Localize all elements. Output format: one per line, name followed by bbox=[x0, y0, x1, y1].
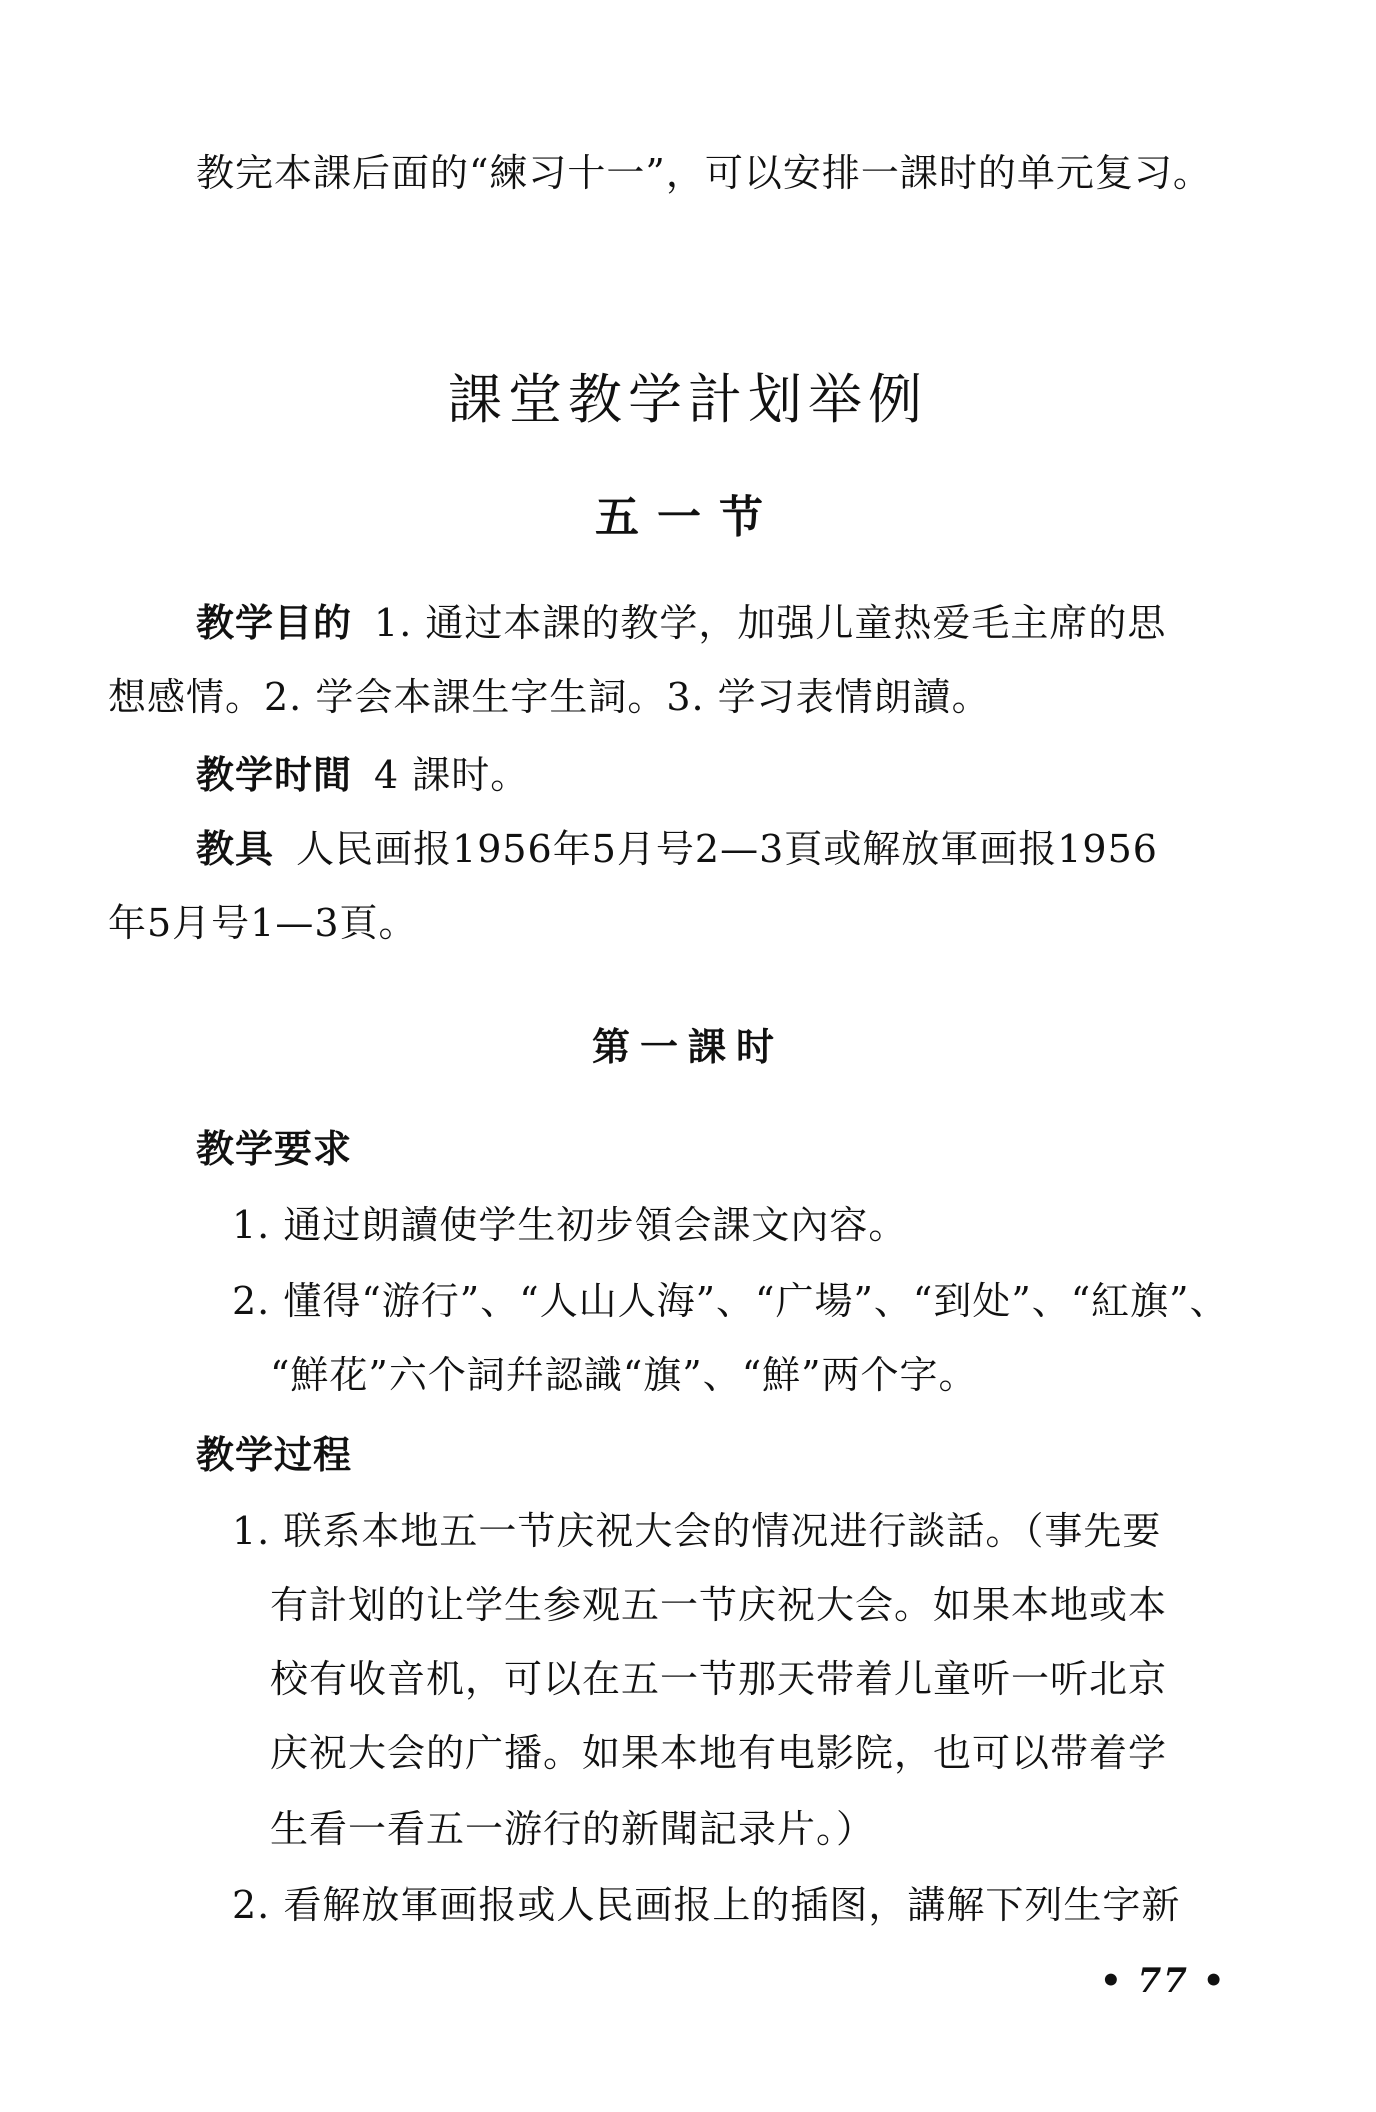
time-label: 教学时間 bbox=[196, 753, 353, 797]
goal-label: 教学目的 bbox=[196, 601, 353, 645]
lesson-heading: 第一課时 bbox=[591, 1025, 784, 1069]
requirement-item-2-line-2: “鮮花”六个詞幷認識“旗”、“鮮”两个字。 bbox=[270, 1353, 978, 1397]
page-number: • 77 • bbox=[1100, 1961, 1227, 2001]
goal-text-1: 1. 通过本課的教学，加强儿童热爱毛主席的思 bbox=[374, 601, 1167, 645]
requirement-item-2-line-1: 2. 懂得“游行”、“人山人海”、“广場”、“到处”、“紅旗”、 bbox=[232, 1279, 1229, 1323]
tools-label: 教具 bbox=[196, 827, 275, 871]
tools-text-1: 人民画报1956年5月号2—3頁或解放軍画报1956 bbox=[296, 827, 1158, 871]
requirements-heading: 教学要求 bbox=[196, 1127, 353, 1171]
process-item-1-line-4: 庆祝大会的广播。如果本地有电影院，也可以带着学 bbox=[270, 1731, 1168, 1775]
goal-paragraph bbox=[196, 600, 1166, 646]
section-subtitle: 五一节 bbox=[595, 492, 781, 543]
process-item-2-line-1: 2. 看解放軍画报或人民画报上的插图，講解下列生字新 bbox=[232, 1883, 1181, 1927]
page-title: 課堂教学計划举例 bbox=[448, 368, 928, 431]
process-item-1-line-5: 生看一看五一游行的新聞記录片。） bbox=[270, 1807, 876, 1851]
process-item-1-line-2: 有計划的让学生参观五一节庆祝大会。如果本地或本 bbox=[270, 1583, 1168, 1627]
goal-text-2: 想感情。2. 学会本課生字生詞。3. 学习表情朗讀。 bbox=[108, 675, 991, 719]
tools-paragraph bbox=[196, 826, 1158, 872]
process-item-1-line-1: 1. 联系本地五一节庆祝大会的情况进行談話。（事先要 bbox=[232, 1509, 1162, 1553]
time-paragraph bbox=[196, 752, 529, 798]
requirement-item-1: 1. 通过朗讀使学生初步領会課文內容。 bbox=[232, 1203, 908, 1247]
process-item-1-line-3: 校有收音机，可以在五一节那天带着儿童听一听北京 bbox=[270, 1657, 1168, 1701]
time-text: 4 課时。 bbox=[374, 753, 530, 797]
tools-text-2: 年5月号1—3頁。 bbox=[108, 901, 418, 945]
top-note: 教完本課后面的“練习十一”，可以安排一課时的单元复习。 bbox=[196, 151, 1212, 195]
process-heading: 教学过程 bbox=[196, 1433, 353, 1477]
